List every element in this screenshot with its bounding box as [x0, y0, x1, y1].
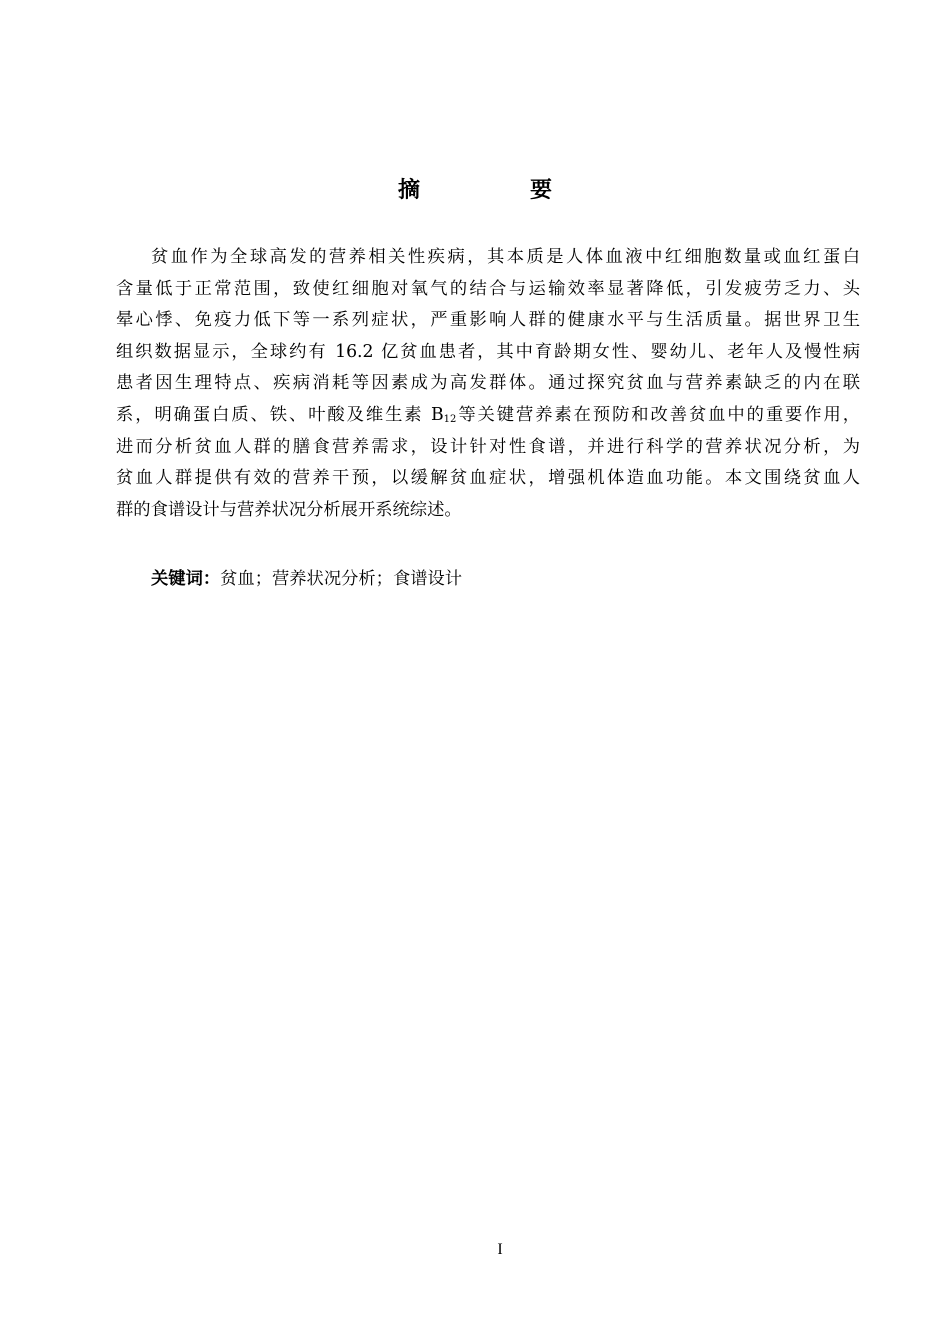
abstract-line: 组织数据显示，全球约有 16.2 亿贫血患者，其中育龄期女性、婴幼儿、老年人及慢性病: [116, 341, 860, 362]
keywords: [151, 566, 462, 592]
abstract-line: 含量低于正常范围，致使红细胞对氧气的结合与运输效率显著降低，引发疲劳乏力、头: [116, 278, 860, 299]
abstract-line: 晕心悸、免疫力低下等一系列症状，严重影响人群的健康水平与生活质量。据世界卫生: [116, 310, 860, 331]
vitamin-text-before: 系，明确蛋白质、铁、叶酸及维生素 B: [116, 404, 444, 425]
page-number: I: [497, 1241, 503, 1258]
abstract-line-vitamin: [116, 400, 860, 432]
abstract-line: 贫血作为全球高发的营养相关性疾病，其本质是人体血液中红细胞数量或血红蛋白: [151, 247, 860, 267]
vitamin-subscript: 12: [443, 413, 457, 425]
abstract-paragraph: [116, 242, 860, 526]
abstract-line: 患者因生理特点、疾病消耗等因素成为高发群体。通过探究贫血与营养素缺乏的内在联: [116, 373, 860, 394]
abstract-line: 贫血人群提供有效的营养干预，以缓解贫血症状，增强机体造血功能。本文围绕贫血人: [116, 468, 860, 489]
keywords-label: 关键词：: [151, 569, 221, 589]
abstract-title: 摘 要: [397, 178, 596, 203]
vitamin-text-after: 等关键营养素在预防和改善贫血中的重要作用，: [456, 404, 860, 425]
abstract-line: 群的食谱设计与营养状况分析展开系统综述。: [116, 499, 462, 520]
abstract-line: 进而分析贫血人群的膳食营养需求，设计针对性食谱，并进行科学的营养状况分析，为: [116, 436, 860, 457]
keywords-text: 贫血；营养状况分析；食谱设计: [220, 569, 463, 589]
